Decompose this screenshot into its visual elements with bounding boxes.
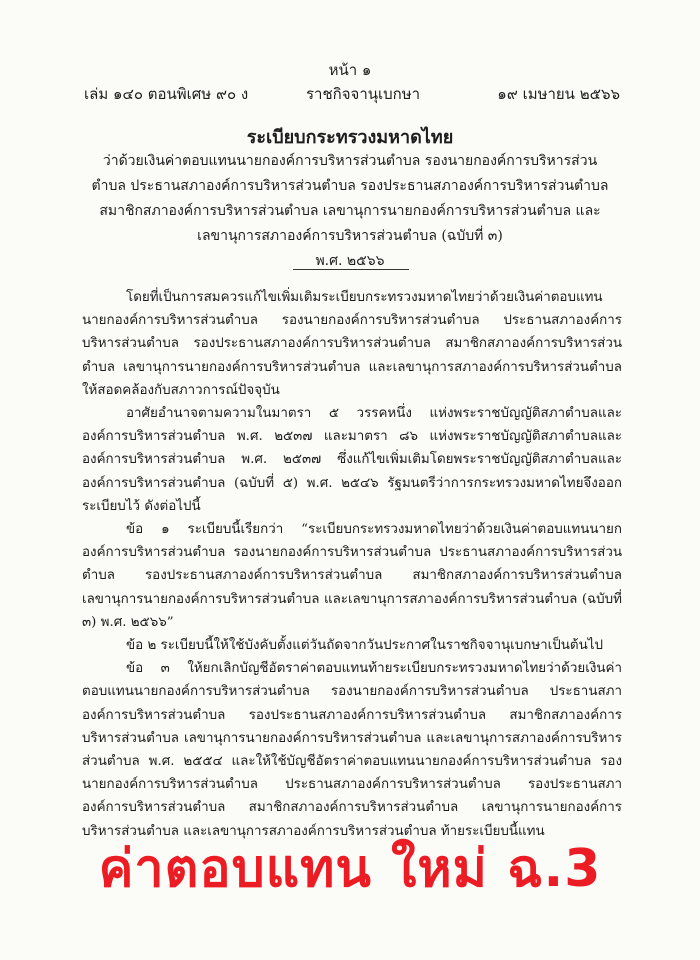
paragraph-clause-3: ข้อ ๓ ให้ยกเลิกบัญชีอัตราค่าตอบแทนท้ายระเบียบกระทรวงมหาดไทยว่าด้วยเงินค่าตอบแทนนายกองค์การบริหารส่วนตำบล รองนายกองค์การบริหารส่วนตำบล ประธานสภาองค์การบริหารส่วนตำบล รองประธานสภาองค์การบริหารส่วนตำบล สมาชิกสภาองค์การบริหารส่วนตำบล เลขานุการนายกองค์การบริหารส่วนตำบล และเลขานุการสภาองค์การบริหารส่วนตำบล พ.ศ. ๒๕๕๔ และให้ใช้บัญชีอัตราค่าตอบแทนนายกองค์การบริหารส่วนตำบล รองนายกองค์การบริหารส่วนตำบล ประธานสภาองค์การบริหารส่วนตำบล รองประธานสภาองค์การบริหารส่วนตำบล สมาชิกสภาองค์การบริหารส่วนตำบล เลขานุการนายกองค์การบริหารส่วนตำบล และเลขานุการสภาองค์การบริหารส่วนตำบล ท้ายระเบียบนี้แทน	[82, 661, 622, 839]
paragraph-clause-1: ข้อ ๑ ระเบียบนี้เรียกว่า “ระเบียบกระทรวงมหาดไทยว่าด้วยเงินค่าตอบแทนนายกองค์การบริหารส่วนตำบล รองนายกองค์การบริหารส่วนตำบล ประธานสภาองค์การบริหารส่วนตำบล รองประธานสภาองค์การบริหารส่วนตำบล สมาชิกสภาองค์การบริหารส่วนตำบล เลขานุการนายกองค์การบริหารส่วนตำบล และเลขานุการสภาองค์การบริหารส่วนตำบล (ฉบับที่ ๓) พ.ศ. ๒๕๖๖”	[82, 522, 622, 630]
volume-issue: เล่ม ๑๔๐ ตอนพิเศษ ๙๐ ง	[84, 85, 249, 103]
paragraph-clause-2: ข้อ ๒ ระเบียบนี้ให้ใช้บังคับตั้งแต่วันถัดจากวันประกาศในราชกิจจานุเบกษาเป็นต้นไป	[126, 638, 603, 654]
gazette-name: ราชกิจจานุเบกษา	[306, 85, 421, 103]
overlay-caption: ค่าตอบแทน ใหม่ ฉ.3	[98, 839, 602, 899]
paragraph-preamble: โดยที่เป็นการสมควรแก้ไขเพิ่มเติมระเบียบกระทรวงมหาดไทยว่าด้วยเงินค่าตอบแทนนายกองค์การบริหารส่วนตำบล รองนายกองค์การบริหารส่วนตำบล ประธานสภาองค์การบริหารส่วนตำบล รองประธานสภาองค์การบริหารส่วนตำบล สมาชิกสภาองค์การบริหารส่วนตำบล เลขานุการนายกองค์การบริหารส่วนตำบล และเลขานุการสภาองค์การบริหารส่วนตำบล ให้สอดคล้องกับสภาวการณ์ปัจจุบัน	[82, 290, 622, 398]
document-year: พ.ศ. ๒๕๖๖	[315, 253, 385, 269]
document-body	[82, 286, 622, 843]
gazette-header	[84, 82, 620, 104]
title-divider	[293, 269, 409, 270]
paragraph-authority: อาศัยอำนาจตามความในมาตรา ๕ วรรคหนึ่ง แห่งพระราชบัญญัติสภาตำบลและองค์การบริหารส่วนตำบล พ.ศ. ๒๕๓๗ และมาตรา ๘๖ แห่งพระราชบัญญัติสภาตำบลและองค์การบริหารส่วนตำบล พ.ศ. ๒๕๓๗ ซึ่งแก้ไขเพิ่มเติมโดยพระราชบัญญัติสภาตำบลและองค์การบริหารส่วนตำบล (ฉบับที่ ๕) พ.ศ. ๒๕๔๖ รัฐมนตรีว่าการกระทรวงมหาดไทยจึงออกระเบียบไว้ ดังต่อไปนี้	[82, 406, 622, 514]
subtitle-text: ว่าด้วยเงินค่าตอบแทนนายกองค์การบริหารส่วนตำบล รองนายกองค์การบริหารส่วนตำบล ประธานสภาองค์การบริหารส่วนตำบล รองประธานสภาองค์การบริหารส่วนตำบล สมาชิกสภาองค์การบริหารส่วนตำบล เลขานุการนายกองค์การบริหารส่วนตำบล และเลขานุการสภาองค์การบริหารส่วนตำบล (ฉบับที่ ๓)	[91, 153, 609, 244]
page-number: หน้า ๑	[328, 61, 372, 79]
document-title: ระเบียบกระทรวงมหาดไทย	[246, 127, 454, 148]
document-subtitle	[90, 149, 610, 274]
publish-date: ๑๙ เมษายน ๒๕๖๖	[497, 85, 620, 103]
